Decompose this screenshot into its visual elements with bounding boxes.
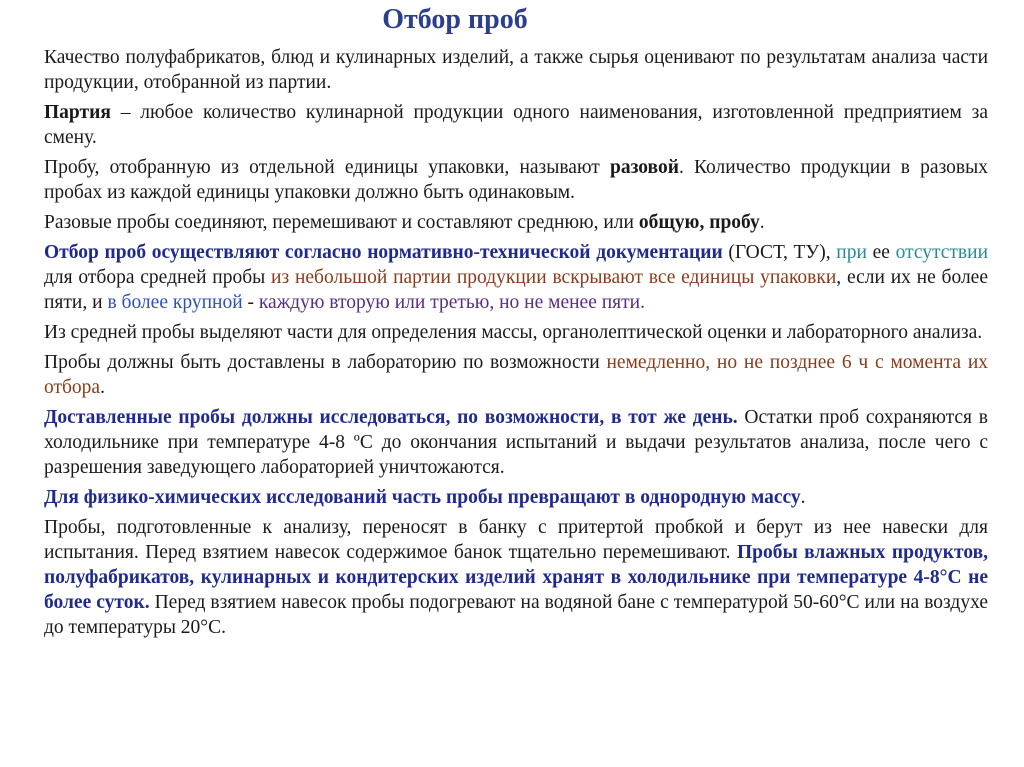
physchem-lead: Для физико-химических исследований часть пробы превращают в однородную массу xyxy=(44,487,801,508)
sampling-rules-dash: - xyxy=(242,292,259,313)
general-sample-text-1: Разовые пробы соединяют, перемешивают и составляют среднюю, или xyxy=(44,212,639,233)
physchem-end: . xyxy=(800,487,806,508)
delivery-deadline: немедленно, но не позднее 6 ч с момента их отбора xyxy=(44,352,989,398)
prepared-samples-text: Пробы, подготовленные к анализу, переносят в банку с притертой пробкой и берут из нее навески для испытания. Перед взятием навесок содержимое банок тщательно перемешивают. xyxy=(44,517,988,563)
sampling-rules-larger: в более крупной xyxy=(107,292,243,313)
same-day-storage: Остатки проб сохраняются в холодильнике при температуре 4-8 ºС до окончания испытаний и выдачи результатов анализа, после чего с разрешения заведующего лабораторией уничтожаются. xyxy=(44,407,988,478)
term-batch: Партия xyxy=(44,102,111,123)
slide-content xyxy=(44,45,988,645)
sampling-rules-gost: (ГОСТ, ТУ), xyxy=(722,242,837,263)
sampling-rules-small-batch: из небольшой партии продукции вскрывают все единицы упаковки xyxy=(271,267,837,288)
term-general-sample: общую, пробу xyxy=(638,212,760,233)
sampling-rules-five: , если их не более пяти, и xyxy=(44,267,988,313)
sampling-rules-every-second: каждую вторую или третью, но не менее пяти. xyxy=(258,292,645,313)
paragraph-general-sample xyxy=(44,210,988,235)
paragraph-average-sample xyxy=(44,320,988,345)
sampling-rules-its: ее xyxy=(866,242,896,263)
delivery-text-end: . xyxy=(100,377,105,398)
term-single: разовой xyxy=(609,157,679,178)
paragraph-quality xyxy=(44,45,988,95)
single-sample-text-2: . Количество продукции в разовых пробах из каждой единицы упаковки должно быть одинаковым. xyxy=(44,157,988,203)
batch-definition: – любое количество кулинарной продукции одного наименования, изготовленной предприятием за смену. xyxy=(44,102,988,148)
general-sample-text-2: . xyxy=(759,212,765,233)
sampling-rules-absence: отсутствии xyxy=(895,242,989,263)
paragraph-single-sample xyxy=(44,155,988,205)
slide-title: Отбор проб xyxy=(382,4,528,35)
paragraph-quality-text: Качество полуфабрикатов, блюд и кулинарных изделий, а также сырья оценивают по результатам анализа части продукции, отобранной из партии. xyxy=(44,47,988,93)
prepared-samples-heating: Перед взятием навесок пробы подогревают на водяной бане с температурой 50-60°С или на воздухе до температуры 20°С. xyxy=(44,592,988,638)
sampling-rules-lead: Отбор проб осуществляют согласно нормативно-технической документации xyxy=(44,242,723,263)
paragraph-delivery xyxy=(44,350,988,400)
single-sample-text-1: Пробу, отобранную из отдельной единицы упаковки, называют xyxy=(44,157,610,178)
sampling-rules-when: при xyxy=(836,242,867,263)
paragraph-same-day xyxy=(44,405,988,480)
paragraph-physchem xyxy=(44,485,988,510)
average-sample-text: Из средней пробы выделяют части для определения массы, органолептической оценки и лабораторного анализа. xyxy=(44,322,983,343)
same-day-lead: Доставленные пробы должны исследоваться, по возможности, в тот же день. xyxy=(44,407,738,428)
sampling-rules-for-average: для отбора средней пробы xyxy=(44,267,272,288)
delivery-text-1: Пробы должны быть доставлены в лабораторию по возможности xyxy=(44,352,607,373)
paragraph-batch xyxy=(44,100,988,150)
moist-products-storage: Пробы влажных продуктов, полуфабрикатов, кулинарных и кондитерских изделий хранят в холодильнике при температуре 4-8°С не более суток. xyxy=(44,542,988,613)
paragraph-prepared-samples xyxy=(44,515,988,640)
paragraph-sampling-rules xyxy=(44,240,988,315)
